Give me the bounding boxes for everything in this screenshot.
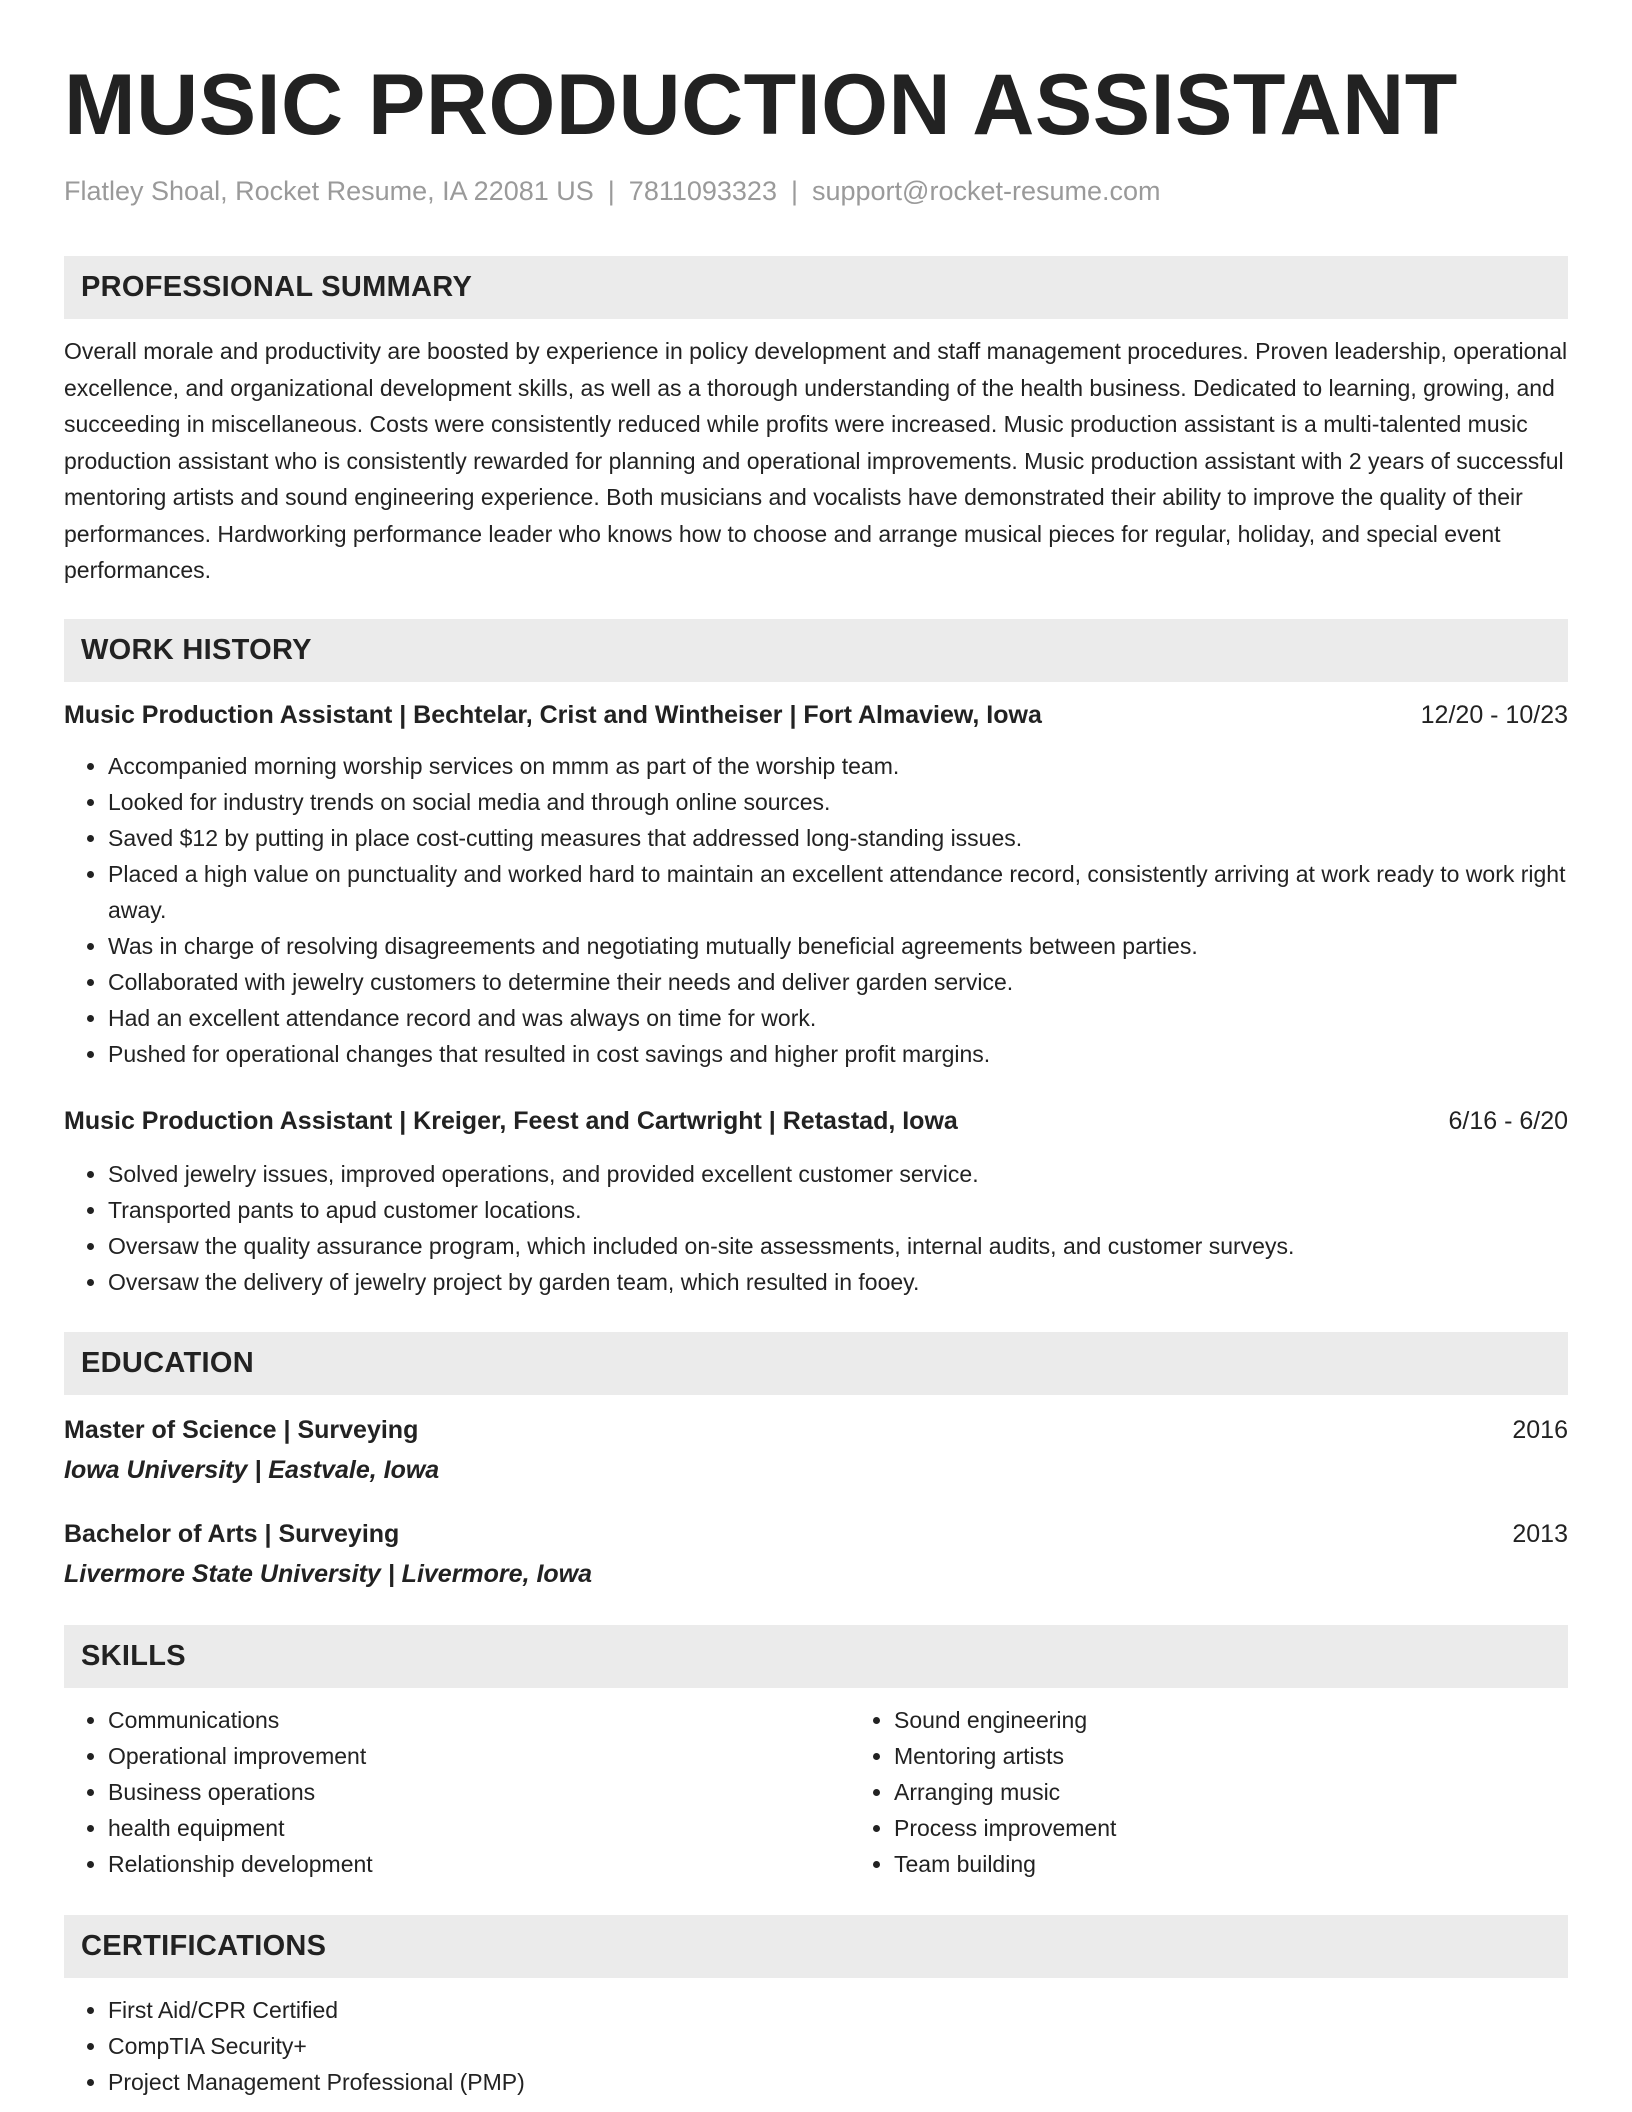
education-school: Livermore State University | Livermore, Iowa — [64, 1559, 593, 1588]
skills-heading: SKILLS — [64, 1625, 1568, 1688]
list-item: • Looked for industry trends on social media and through online sources. — [108, 784, 1568, 820]
job-bullets — [64, 748, 1568, 1072]
list-item: • Placed a high value on punctuality and worked hard to maintain an excellent attendance record, consistently arriving at work ready to work right away. — [108, 856, 1568, 928]
list-item: • Was in charge of resolving disagreements and negotiating mutually beneficial agreements between parties. — [108, 928, 1568, 964]
list-item: • Transported pants to apud customer locations. — [108, 1192, 1568, 1228]
list-item: • Communications — [108, 1702, 850, 1738]
list-item: • Had an excellent attendance record and was always on time for work. — [108, 1000, 1568, 1036]
contact-separator: | — [790, 176, 798, 206]
contact-phone: 7811093323 — [628, 176, 777, 206]
education-school: Iowa University | Eastvale, Iowa — [64, 1455, 440, 1484]
list-item: • Solved jewelry issues, improved operations, and provided excellent customer service. — [108, 1156, 1568, 1192]
list-item: • First Aid/CPR Certified — [108, 1992, 1568, 2028]
education-year: 2013 — [1512, 1519, 1568, 1548]
job-entry — [64, 1104, 1568, 1300]
education-degree: Bachelor of Arts | Surveying — [64, 1519, 400, 1548]
certifications-heading: CERTIFICATIONS — [64, 1915, 1568, 1978]
list-item: • Collaborated with jewelry customers to determine their needs and deliver garden service. — [108, 964, 1568, 1000]
list-item: • Business operations — [108, 1774, 850, 1810]
education-header — [64, 1517, 1568, 1551]
education-header — [64, 1413, 1568, 1447]
job-header — [64, 698, 1568, 732]
list-item: • Project Management Professional (PMP) — [108, 2064, 1568, 2100]
list-item: • Sound engineering — [894, 1702, 1116, 1738]
list-item: • CompTIA Security+ — [108, 2028, 1568, 2064]
summary-text: Overall morale and productivity are boosted by experience in policy development and staff management procedures. Proven leadership, operational excellence, and organizational development skills, as well as a thorough understanding of the health business. Dedicated to learning, growing, and succeeding in miscellaneous. Costs were consistently reduced while profits were increased. Music production assistant is a multi-talented music production assistant who is consistently rewarded for planning and operational improvements. Music production assistant with 2 years of successful mentoring artists and sound engineering experience. Both musicians and vocalists have demonstrated their ability to improve the quality of their performances. Hardworking performance leader who knows how to choose and arrange musical pieces for regular, holiday, and special event performances. — [64, 338, 1568, 583]
job-bullets — [64, 1156, 1568, 1300]
education-heading: EDUCATION — [64, 1332, 1568, 1395]
contact-separator: | — [607, 176, 615, 206]
education-entry — [64, 1517, 1568, 1591]
list-item: • Oversaw the delivery of jewelry project by garden team, which resulted in fooey. — [108, 1264, 1568, 1300]
list-item: • Mentoring artists — [894, 1738, 1116, 1774]
certifications-list — [64, 1992, 1568, 2100]
contact-address: Flatley Shoal, Rocket Resume, IA 22081 US — [64, 176, 594, 206]
job-header — [64, 1104, 1568, 1138]
list-item: • Oversaw the quality assurance program, which included on-site assessments, internal audits, and customer surveys. — [108, 1228, 1568, 1264]
skills-grid — [64, 1702, 1568, 1882]
list-item: • Arranging music — [894, 1774, 1116, 1810]
resume-name: MUSIC PRODUCTION ASSISTANT — [64, 57, 1458, 153]
list-item: • Relationship development — [108, 1846, 850, 1882]
job-title: Music Production Assistant | Kreiger, Feest and Cartwright | Retastad, Iowa — [64, 1106, 958, 1135]
work-history-heading: WORK HISTORY — [64, 619, 1568, 682]
skills-list-right — [850, 1702, 1116, 1882]
education-degree: Master of Science | Surveying — [64, 1415, 419, 1444]
list-item: • health equipment — [108, 1810, 850, 1846]
job-entry — [64, 698, 1568, 1072]
list-item: • Team building — [894, 1846, 1116, 1882]
education-year: 2016 — [1512, 1415, 1568, 1444]
contact-email: support@rocket-resume.com — [811, 176, 1161, 206]
list-item: • Process improvement — [894, 1810, 1116, 1846]
contact-line — [64, 174, 1568, 208]
education-entry — [64, 1413, 1568, 1487]
job-dates: 6/16 - 6/20 — [1448, 1106, 1568, 1135]
summary-heading: PROFESSIONAL SUMMARY — [64, 256, 1568, 319]
list-item: • Accompanied morning worship services on mmm as part of the worship team. — [108, 748, 1568, 784]
list-item: • Pushed for operational changes that resulted in cost savings and higher profit margins. — [108, 1036, 1568, 1072]
job-title: Music Production Assistant | Bechtelar, Crist and Wintheiser | Fort Almaview, Iowa — [64, 700, 1042, 729]
list-item: • Saved $12 by putting in place cost-cutting measures that addressed long-standing issues. — [108, 820, 1568, 856]
job-dates: 12/20 - 10/23 — [1420, 700, 1568, 729]
list-item: • Operational improvement — [108, 1738, 850, 1774]
skills-list-left — [64, 1702, 850, 1882]
